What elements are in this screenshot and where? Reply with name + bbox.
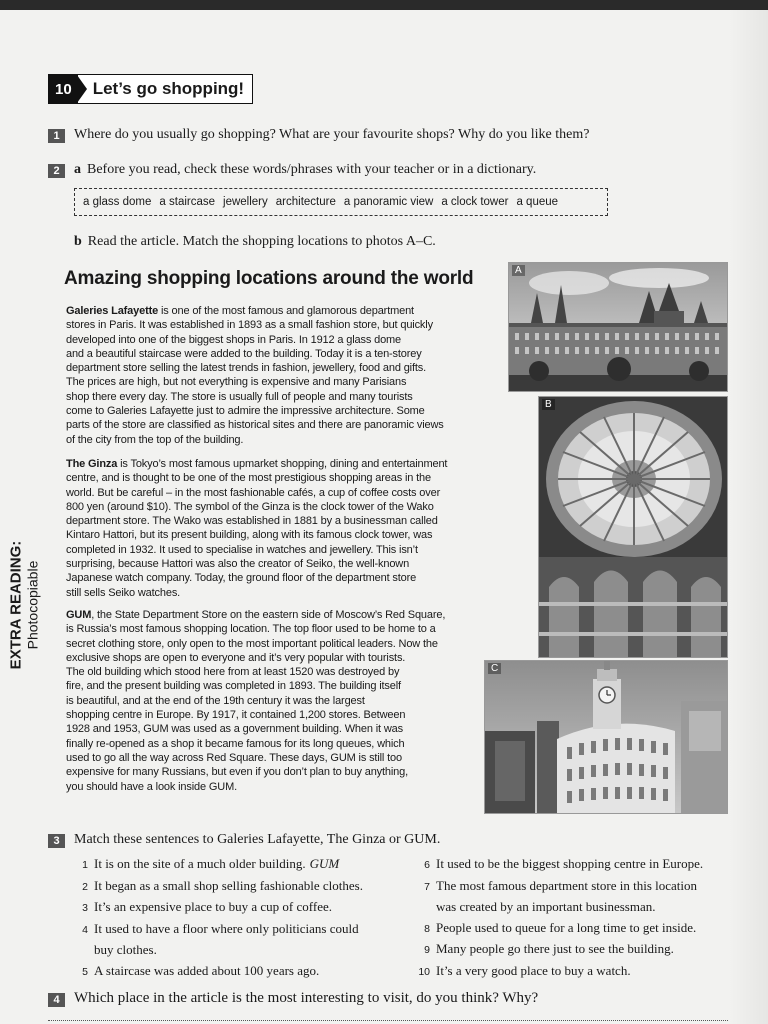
match-item-number: 6 <box>424 859 430 871</box>
match-item <box>72 897 402 919</box>
paragraph-line: is one of the most famous and glamorous department <box>158 305 414 317</box>
match-item <box>72 876 402 898</box>
question-2a <box>48 162 536 178</box>
paragraph-line: fire, and the present building was completed in 1893. The building itself <box>66 680 401 693</box>
match-list-right <box>414 854 734 982</box>
photo-b-glass-dome <box>538 396 728 658</box>
match-item-continuation: was created by an important businessman. <box>436 899 656 914</box>
gum-illustration <box>509 263 728 392</box>
paragraph-line: finally re-opened as a shop it became famous for its long queues, which <box>66 737 405 750</box>
vocab-item: jewellery <box>223 196 268 208</box>
question-3-number: 3 <box>48 834 65 848</box>
page-shadow <box>728 10 768 1024</box>
paragraph-line: department store. The Wako was established in 1881 by a businessman called <box>66 515 438 528</box>
paragraph-lead: The Ginza <box>66 458 118 470</box>
paragraph-line: shop there every day. The store is usually full of people and many tourists <box>66 390 413 403</box>
paragraph-line: expensive for many Russians, but even if you don’t plan to buy anything, <box>66 766 409 779</box>
paragraph-line: you should have a look inside GUM. <box>66 780 237 793</box>
match-item-number: 2 <box>82 880 88 893</box>
vocab-item: a panoramic view <box>343 196 434 208</box>
paragraph-line: Kintaro Hattori, but its present building, along with its famous clock tower, was <box>66 529 433 542</box>
paragraph-line: , the State Department Store on the eastern side of Moscow’s Red Square, <box>91 609 446 621</box>
match-item-text: People used to queue for a long time to get inside. <box>436 919 697 935</box>
match-item-number: 10 <box>418 965 430 978</box>
photo-c-clock-tower <box>484 660 728 814</box>
paragraph-lead: Galeries Lafayette <box>66 305 159 317</box>
match-item-number: 1 <box>82 859 88 871</box>
match-item <box>414 918 734 940</box>
vocab-item: a glass dome <box>83 196 152 208</box>
paragraph-line: world. But be careful – in the most fashionable cafés, a cup of coffee costs over <box>66 486 441 499</box>
paragraph-line: stores in Paris. It was established in 1893 as a small fashion store, but quickly <box>66 319 433 332</box>
paragraph-gum <box>66 608 496 794</box>
match-item <box>414 876 734 898</box>
paragraph-line: parts of the store are classified as historical sites and there are panoramic views <box>66 419 444 432</box>
match-item-text: Many people go there just to see the building. <box>436 941 674 956</box>
sidebar-title: EXTRA READING: <box>7 540 25 670</box>
question-3-text: Match these sentences to Galeries Lafayette, The Ginza or GUM. <box>74 832 441 847</box>
page-top-edge <box>0 0 768 10</box>
question-2b-text: Read the article. Match the shopping locations to photos A–C. <box>87 234 436 249</box>
paragraph-galeries-lafayette <box>66 304 522 447</box>
match-list-left <box>72 854 402 982</box>
footer-divider <box>48 1020 728 1021</box>
photo-a-gum-building <box>508 262 728 392</box>
paragraph-line: The prices are high, but not everything is expensive and many Parisians <box>66 376 407 389</box>
paragraph-line: The old building which stood here from at least 1520 was destroyed by <box>66 666 400 679</box>
vocab-item: a queue <box>516 196 559 208</box>
match-item <box>414 939 734 961</box>
match-item-number: 8 <box>424 922 430 935</box>
clock-tower-illustration <box>485 661 728 814</box>
paragraph-line: shopping centre in Europe. By 1917, it contained 1,200 stores. Between <box>66 709 406 722</box>
paragraph-line: still sells Seiko watches. <box>66 586 181 599</box>
question-2-number: 2 <box>48 164 65 178</box>
question-2a-text: Before you read, check these words/phrases with your teacher or in a dictionary. <box>87 162 537 177</box>
paragraph-line: surprising, because Hattori was also the creator of Seiko, the well-known <box>66 558 410 571</box>
vocab-item: architecture <box>275 196 336 208</box>
vocab-item: a clock tower <box>441 196 509 208</box>
paragraph-line: come to Galeries Lafayette just to admire the impressive architecture. Some <box>66 405 425 418</box>
unit-header <box>48 74 253 104</box>
match-item <box>72 919 402 941</box>
paragraph-line: developed into one of the biggest shops in Paris. In 1912 a glass dome <box>66 333 402 346</box>
paragraph-line: is Tokyo’s most famous upmarket shopping, dining and entertainment <box>117 458 448 470</box>
unit-title: Let’s go shopping! <box>92 79 245 98</box>
question-2b <box>74 234 436 250</box>
match-item <box>72 961 402 983</box>
paragraph-lead: GUM <box>66 609 92 621</box>
paragraph-the-ginza <box>66 457 531 600</box>
article-title: Amazing shopping locations around the world <box>64 268 474 289</box>
match-item-text: It is on the site of a much older building. <box>94 856 306 871</box>
question-4 <box>48 990 538 1007</box>
paragraph-line: is Russia’s most famous shopping location. The top floor used to be home to a <box>66 623 436 636</box>
question-2b-letter: b <box>74 234 82 249</box>
vocabulary-box <box>74 188 608 216</box>
question-4-text: Which place in the article is the most interesting to visit, do you think? Why? <box>74 990 539 1006</box>
match-item-number: 4 <box>82 923 88 936</box>
paragraph-line: is beautiful, and at the end of the 19th century it was the largest <box>66 694 365 707</box>
match-item-text: The most famous department store in this location <box>436 877 698 893</box>
photo-a-label: A <box>512 265 525 276</box>
question-1-text: Where do you usually go shopping? What are your favourite shops? Why do you like them? <box>74 127 590 142</box>
paragraph-line: 1928 and 1953, GUM was used as a government building. When it was <box>66 723 403 736</box>
question-3 <box>48 832 440 848</box>
match-item-number: 9 <box>424 944 430 956</box>
unit-arrow-icon <box>77 75 87 103</box>
photo-c-label: C <box>488 663 501 674</box>
paragraph-line: of the city from the top of the building. <box>66 433 244 446</box>
paragraph-line: exclusive shops are open to everyone and it’s very popular with tourists. <box>66 651 406 664</box>
paragraph-line: used to go all the way across Red Square. These days, GUM is still too <box>66 751 402 764</box>
match-item <box>72 854 402 876</box>
question-1-number: 1 <box>48 129 65 143</box>
paragraph-line: Japanese watch company. Today, the ground floor of the department store <box>66 572 417 585</box>
match-item-text: It began as a small shop selling fashionable clothes. <box>94 877 363 893</box>
paragraph-line: 800 yen (around $10). The symbol of the Ginza is the clock tower of the Wako <box>66 500 434 513</box>
vocab-item: a staircase <box>159 196 216 208</box>
match-item-text: A staircase was added about 100 years ago. <box>94 962 320 978</box>
match-item <box>414 961 734 983</box>
match-item-number: 5 <box>82 965 88 978</box>
match-item-text: It used to have a floor where only politicians could <box>94 920 359 936</box>
match-item-text: It’s an expensive place to buy a cup of coffee. <box>94 899 332 914</box>
match-item-text: It used to be the biggest shopping centre in Europe. <box>436 856 704 871</box>
photo-b-label: B <box>542 399 555 410</box>
match-item-continuation: buy clothes. <box>94 942 157 957</box>
question-2a-letter: a <box>74 162 81 177</box>
paragraph-line: department store selling the latest trends in fashion, jewellery, food and gifts. <box>66 362 427 375</box>
unit-number: 10 <box>49 75 78 103</box>
match-item-text: It’s a very good place to buy a watch. <box>436 962 631 978</box>
match-item-number: 7 <box>424 880 430 893</box>
extra-reading-sidebar <box>2 520 46 690</box>
dome-illustration <box>539 397 728 658</box>
paragraph-line: completed in 1932. It used to specialise in watches and jewellery. This isn’t <box>66 543 418 556</box>
sidebar-subtitle: Photocopiable <box>24 560 41 650</box>
match-item <box>414 854 734 876</box>
match-item-number: 3 <box>82 902 88 914</box>
question-1 <box>48 127 589 143</box>
question-4-number: 4 <box>48 993 65 1007</box>
paragraph-line: secret clothing store, only open to the most important political leaders. Now the <box>66 637 438 650</box>
paragraph-line: and a beautiful staircase were added to the building. Today it is a ten-storey <box>66 347 422 360</box>
paragraph-line: centre, and is thought to be one of the most prestigious shopping areas in the <box>66 472 431 485</box>
example-answer: GUM <box>309 856 340 871</box>
